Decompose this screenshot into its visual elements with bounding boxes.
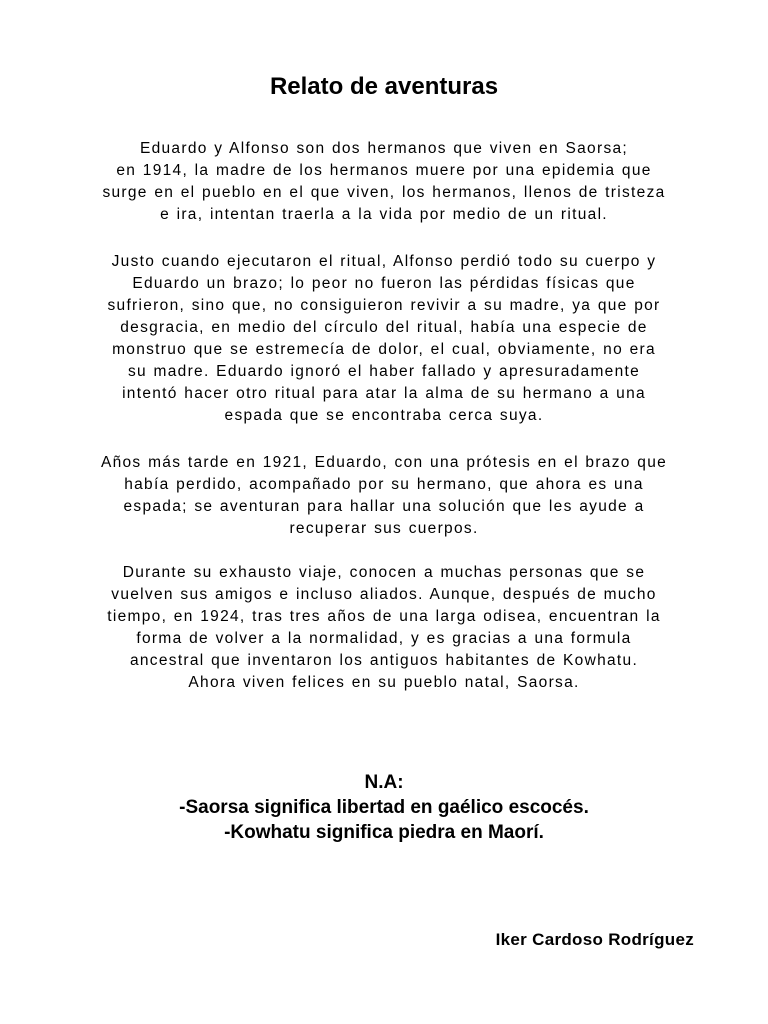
notes-heading: N.A: [364, 772, 404, 793]
paragraph-line: forma de volver a la normalidad, y es gracias a una formula [136, 630, 632, 647]
paragraph-line: en 1914, la madre de los hermanos muere por una epidemia que [116, 162, 652, 179]
author-notes [0, 770, 768, 845]
paragraph-4 [60, 562, 708, 694]
paragraph-line: ancestral que inventaron los antiguos habitantes de Kowhatu. [129, 652, 639, 669]
paragraph-line: había perdido, acompañado por su hermano, que ahora es una [124, 476, 644, 493]
paragraph-line: Ahora viven felices en su pueblo natal, Saorsa. [188, 674, 580, 691]
paragraph-line: su madre. Eduardo ignoró el haber fallado y apresuradamente [127, 363, 641, 380]
paragraph-line: e ira, intentan traerla a la vida por medio de un ritual. [160, 206, 608, 223]
author-name: Iker Cardoso Rodríguez [495, 930, 694, 949]
paragraph-line: monstruo que se estremecía de dolor, el cual, obviamente, no era [112, 341, 656, 358]
paragraph-line: surge en el pueblo en el que viven, los hermanos, llenos de tristeza [102, 184, 666, 201]
paragraph-line: Justo cuando ejecutaron el ritual, Alfonso perdió todo su cuerpo y [111, 253, 657, 270]
document-title: Relato de aventuras [269, 73, 499, 100]
paragraph-line: Durante su exhausto viaje, conocen a muchas personas que se [122, 564, 646, 581]
paragraph-2 [60, 251, 708, 427]
paragraph-line: Años más tarde en 1921, Eduardo, con una prótesis en el brazo que [100, 454, 668, 471]
paragraph-line: Eduardo un brazo; lo peor no fueron las pérdidas físicas que [132, 275, 636, 292]
paragraph-line: tiempo, en 1924, tras tres años de una larga odisea, encuentran la [107, 608, 661, 625]
paragraph-line: Eduardo y Alfonso son dos hermanos que viven en Saorsa; [139, 140, 629, 157]
paragraph-1 [60, 138, 708, 226]
paragraph-line: espada; se aventuran para hallar una solución que les ayude a [123, 498, 645, 515]
paragraph-line: sufrieron, sino que, no consiguieron revivir a su madre, ya que por [107, 297, 661, 314]
note-kowhatu: -Kowhatu significa piedra en Maorí. [224, 822, 544, 843]
note-saorsa: -Saorsa significa libertad en gaélico escocés. [179, 797, 589, 818]
paragraph-line: recuperar sus cuerpos. [289, 520, 479, 537]
paragraph-line: espada que se encontraba cerca suya. [224, 407, 544, 424]
paragraph-line: desgracia, en medio del círculo del ritual, había una especie de [120, 319, 648, 336]
paragraph-line: vuelven sus amigos e incluso aliados. Aunque, después de mucho [111, 586, 657, 603]
paragraph-3 [60, 452, 708, 540]
paragraph-line: intentó hacer otro ritual para atar la alma de su hermano a una [122, 385, 646, 402]
